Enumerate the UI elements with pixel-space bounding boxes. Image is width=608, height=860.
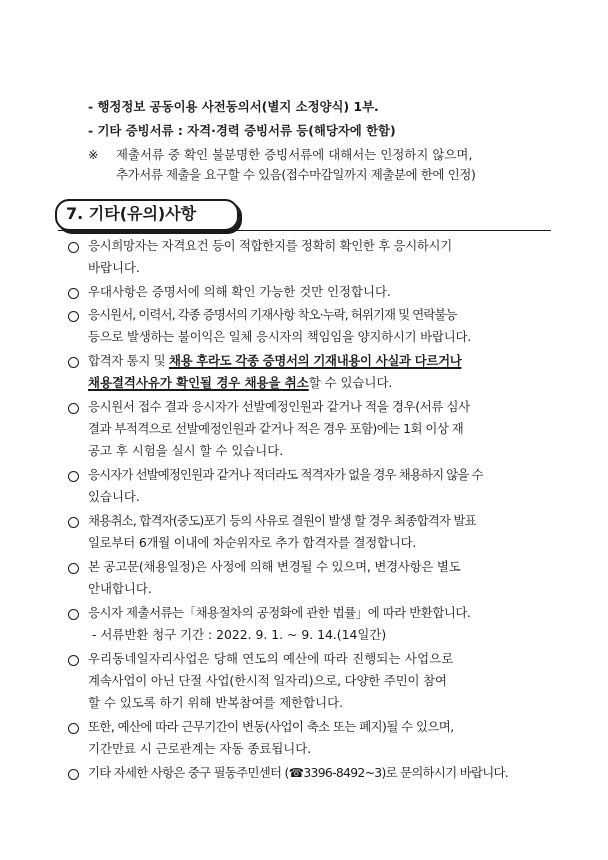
text-line: 기타 자세한 사항은 중구 필동주민센터 (☎3396-8492~3)로 문의하시기 바랍니다. xyxy=(88,765,509,780)
note-mark: ※ xyxy=(88,147,99,162)
bullet-circle-icon xyxy=(68,609,79,620)
text-line: 할 수 있도록 하기 위해 반복참여를 제한합니다. xyxy=(88,695,343,710)
bullet-circle-icon xyxy=(68,403,79,414)
text-line: 제출서류 중 확인 불분명한 증빙서류에 대해서는 인정하지 않으며, xyxy=(116,147,473,162)
text-line: 응시자 제출서류는「채용절차의 공정화에 관한 법률」에 따라 반환합니다. xyxy=(88,605,471,620)
text-line: 응시자가 선발예정인원과 같거나 적더라도 적격자가 없을 경우 채용하지 않을 수 xyxy=(88,467,483,482)
text-line: 채용취소, 합격자(중도)포기 등의 사유로 결원이 발생 할 경우 최종합격자 발표 xyxy=(88,513,476,528)
text-line xyxy=(88,353,461,369)
emphasis-text: 채용결격사유가 확인될 경우 채용을 취소 xyxy=(88,375,309,390)
bullet-circle-icon xyxy=(68,288,79,299)
text-line: 결과 부적격으로 선발예정인원과 같거나 적은 경우 포함)에는 1회 이상 재 xyxy=(88,421,464,436)
text-line: 기간만료 시 근로관계는 자동 종료됩니다. xyxy=(88,741,312,756)
section-divider xyxy=(58,230,551,231)
text-line: 등으로 발생하는 불이익은 일체 응시자의 책임임을 양지하시기 바랍니다. xyxy=(88,329,471,344)
text-line: - 행정정보 공동이용 사전동의서(별지 소정양식) 1부. xyxy=(88,99,379,114)
text-line: 안내합니다. xyxy=(88,581,152,596)
text-line: - 기타 증빙서류 : 자격·경력 증빙서류 등(해당자에 한함) xyxy=(88,123,396,138)
text-line: 우리동네일자리사업은 당해 연도의 예산에 따라 진행되는 사업으로 xyxy=(88,651,454,666)
bullet-circle-icon xyxy=(68,357,79,368)
text-line: 응시희망자는 자격요건 등이 적합한지를 정확히 확인한 후 응시하시기 xyxy=(88,238,452,253)
text-span: 합격자 통지 및 xyxy=(88,353,169,368)
text-line: - 서류반환 청구 기간 : 2022. 9. 1. ~ 9. 14.(14일간) xyxy=(92,627,387,642)
emphasis-text: 채용 후라도 각종 증명서의 기재내용이 사실과 다르거나 xyxy=(168,353,462,368)
bullet-circle-icon xyxy=(68,723,79,734)
bullet-circle-icon xyxy=(68,311,79,322)
text-line: 우대사항은 증명서에 의해 확인 가능한 것만 인정합니다. xyxy=(88,284,391,299)
text-line: 있습니다. xyxy=(88,489,140,504)
text-line: 또한, 예산에 따라 근무기간이 변동(사업이 축소 또는 폐지)될 수 있으며, xyxy=(88,719,454,734)
bullet-circle-icon xyxy=(68,242,79,253)
text-line: 추가서류 제출을 요구할 수 있음(접수마감일까지 제출분에 한에 인정) xyxy=(116,167,476,182)
bullet-circle-icon xyxy=(68,769,79,780)
text-line: 응시원서, 이력서, 각종 증명서의 기재사항 착오·누락, 허위기재 및 연락불능 xyxy=(88,307,457,322)
text-line: 본 공고문(채용일정)은 사정에 의해 변경될 수 있으며, 변경사항은 별도 xyxy=(88,559,461,574)
text-line: 일로부터 6개월 이내에 차순위자로 추가 합격자를 결정합니다. xyxy=(88,535,417,550)
text-line: 공고 후 시험을 실시 할 수 있습니다. xyxy=(88,443,284,458)
text-span: 할 수 있습니다. xyxy=(308,375,393,390)
text-line: 계속사업이 아닌 단절 사업(한시적 일자리)으로, 다양한 주민이 참여 xyxy=(88,673,447,688)
text-line xyxy=(88,375,392,391)
text-line: 응시원서 접수 결과 응시자가 선발예정인원과 같거나 적을 경우(서류 심사 xyxy=(88,399,470,414)
text-line: 바랍니다. xyxy=(88,260,140,275)
section-title: 7. 기타(유의)사항 xyxy=(66,204,197,223)
bullet-circle-icon xyxy=(68,563,79,574)
bullet-circle-icon xyxy=(68,471,79,482)
bullet-circle-icon xyxy=(68,517,79,528)
bullet-circle-icon xyxy=(68,655,79,666)
